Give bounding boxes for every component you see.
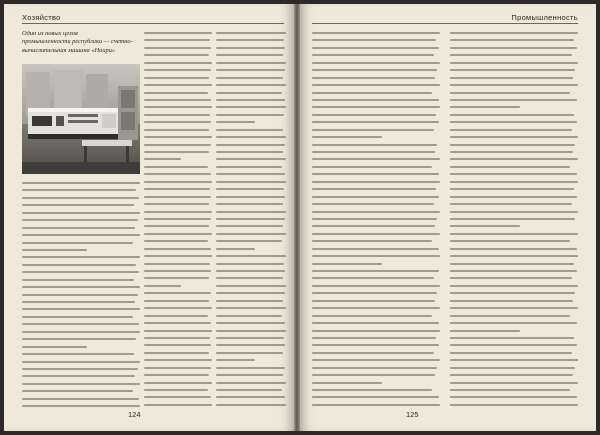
- text-line: [216, 270, 285, 272]
- caption-line-3: вычислительная машина «Наири»: [22, 46, 116, 54]
- text-line: [312, 173, 439, 175]
- text-line: [144, 92, 208, 94]
- text-line: [216, 240, 282, 242]
- text-line: [144, 307, 212, 309]
- left-header-rule: [22, 23, 284, 24]
- text-line: [216, 39, 284, 41]
- text-line: [216, 106, 286, 108]
- text-line: [216, 285, 286, 287]
- text-line: [312, 129, 434, 131]
- text-line: [450, 62, 578, 64]
- text-line: [216, 77, 283, 79]
- text-line: [22, 264, 136, 266]
- text-line: [450, 240, 570, 242]
- text-line: [22, 383, 140, 385]
- text-line: [216, 54, 283, 56]
- text-line: [216, 211, 286, 213]
- text-line: [312, 144, 437, 146]
- caption-line-1: Один из новых цехов: [22, 30, 78, 37]
- text-line: [22, 234, 140, 236]
- text-line: [216, 367, 285, 369]
- text-line: [22, 294, 138, 296]
- text-line: [450, 292, 575, 294]
- text-line: [144, 84, 212, 86]
- text-line: [450, 337, 574, 339]
- text-line: [216, 382, 286, 384]
- text-line: [312, 240, 432, 242]
- text-line: [216, 404, 286, 406]
- text-line: [312, 218, 437, 220]
- text-line: [144, 121, 211, 123]
- text-line: [144, 106, 212, 108]
- text-line: [22, 331, 140, 333]
- left-column-1-text: [144, 32, 212, 411]
- text-line: [450, 307, 578, 309]
- text-line: [144, 352, 209, 354]
- text-line: [450, 188, 574, 190]
- text-line: [216, 173, 285, 175]
- text-line: [312, 158, 440, 160]
- text-line: [144, 181, 212, 183]
- text-line: [144, 196, 211, 198]
- text-line: [22, 323, 139, 325]
- text-line: [22, 279, 134, 281]
- text-line: [450, 263, 574, 265]
- text-line: [144, 47, 211, 49]
- text-line: [312, 396, 439, 398]
- text-line: [312, 32, 440, 34]
- left-page: [4, 4, 294, 431]
- right-running-head: Промышленность: [511, 13, 578, 22]
- text-line: [312, 211, 440, 213]
- text-line: [22, 219, 138, 221]
- text-line: [144, 218, 211, 220]
- text-line: [312, 233, 440, 235]
- text-line: [216, 166, 282, 168]
- text-line: [312, 337, 436, 339]
- text-line: [216, 69, 285, 71]
- text-line: [312, 315, 432, 317]
- text-line: [144, 136, 212, 138]
- text-line: [450, 374, 573, 376]
- text-line: [450, 136, 578, 138]
- text-line: [312, 277, 434, 279]
- text-line: [450, 248, 577, 250]
- text-line: [312, 106, 440, 108]
- text-line: [312, 69, 437, 71]
- text-line: [144, 367, 211, 369]
- text-line: [144, 285, 181, 287]
- text-line: [22, 212, 140, 214]
- text-line: [450, 389, 570, 391]
- text-line: [22, 390, 133, 392]
- text-line: [216, 307, 286, 309]
- text-line: [216, 292, 285, 294]
- text-line: [144, 270, 211, 272]
- text-line: [22, 227, 135, 229]
- text-line: [450, 69, 575, 71]
- text-line: [22, 308, 140, 310]
- text-line: [450, 32, 578, 34]
- text-line: [144, 359, 212, 361]
- text-line: [216, 144, 285, 146]
- text-line: [216, 300, 283, 302]
- text-line: [216, 92, 282, 94]
- text-line: [312, 99, 439, 101]
- text-line: [450, 396, 577, 398]
- left-column-2-text: [216, 32, 286, 411]
- text-line: [22, 189, 136, 191]
- text-line: [450, 382, 578, 384]
- text-line: [450, 106, 520, 108]
- text-line: [450, 77, 573, 79]
- text-line: [450, 92, 570, 94]
- text-line: [216, 248, 255, 250]
- left-page-number: 124: [128, 410, 141, 419]
- text-line: [144, 404, 212, 406]
- text-line: [216, 330, 286, 332]
- left-column-1-lower-text: [22, 182, 140, 413]
- text-line: [144, 292, 211, 294]
- text-line: [216, 136, 286, 138]
- text-line: [312, 367, 437, 369]
- text-line: [22, 398, 139, 400]
- text-line: [144, 39, 210, 41]
- text-line: [450, 121, 577, 123]
- text-line: [312, 39, 436, 41]
- text-line: [216, 114, 284, 116]
- text-line: [312, 114, 436, 116]
- text-line: [450, 114, 574, 116]
- text-line: [312, 196, 439, 198]
- text-line: [144, 233, 212, 235]
- computer-photo: [22, 64, 140, 174]
- text-line: [312, 92, 432, 94]
- text-line: [312, 203, 434, 205]
- right-column-1-text: [312, 32, 440, 411]
- text-line: [312, 77, 435, 79]
- text-line: [450, 255, 578, 257]
- text-line: [312, 263, 382, 265]
- text-line: [312, 330, 440, 332]
- text-line: [450, 330, 520, 332]
- text-line: [216, 218, 285, 220]
- text-line: [312, 292, 437, 294]
- text-line: [450, 300, 573, 302]
- text-line: [450, 315, 570, 317]
- text-line: [312, 300, 435, 302]
- text-line: [216, 203, 283, 205]
- text-line: [450, 404, 578, 406]
- text-line: [450, 196, 577, 198]
- text-line: [144, 166, 208, 168]
- text-line: [216, 322, 285, 324]
- text-line: [144, 396, 211, 398]
- text-line: [216, 84, 286, 86]
- text-line: [312, 181, 440, 183]
- text-line: [216, 196, 285, 198]
- text-line: [312, 136, 382, 138]
- text-line: [450, 233, 578, 235]
- text-line: [144, 129, 209, 131]
- text-line: [450, 84, 578, 86]
- text-line: [450, 352, 572, 354]
- text-line: [312, 285, 440, 287]
- text-line: [144, 330, 212, 332]
- text-line: [312, 47, 439, 49]
- text-line: [312, 352, 434, 354]
- text-line: [312, 307, 440, 309]
- text-line: [144, 277, 209, 279]
- text-line: [312, 322, 439, 324]
- text-line: [216, 181, 286, 183]
- text-line: [312, 62, 440, 64]
- text-line: [144, 173, 211, 175]
- text-line: [144, 337, 210, 339]
- photo-caption: [22, 30, 140, 55]
- text-line: [216, 151, 283, 153]
- text-line: [312, 248, 439, 250]
- text-line: [22, 368, 138, 370]
- text-line: [144, 322, 211, 324]
- left-running-head: Хозяйство: [22, 13, 61, 22]
- text-line: [144, 151, 209, 153]
- text-line: [450, 54, 572, 56]
- text-line: [144, 374, 209, 376]
- text-line: [144, 263, 210, 265]
- text-line: [216, 99, 285, 101]
- text-line: [144, 158, 181, 160]
- text-line: [450, 99, 577, 101]
- text-line: [144, 300, 209, 302]
- text-line: [216, 337, 284, 339]
- text-line: [450, 181, 578, 183]
- text-line: [450, 203, 572, 205]
- text-line: [144, 315, 208, 317]
- text-line: [144, 99, 211, 101]
- text-line: [22, 204, 134, 206]
- text-line: [450, 158, 578, 160]
- text-line: [216, 389, 282, 391]
- text-line: [312, 121, 439, 123]
- text-line: [144, 382, 212, 384]
- right-header-rule: [312, 23, 578, 24]
- text-line: [312, 54, 434, 56]
- text-line: [216, 158, 286, 160]
- text-line: [216, 225, 283, 227]
- text-line: [312, 255, 440, 257]
- text-line: [22, 242, 133, 244]
- text-line: [216, 32, 286, 34]
- text-line: [22, 271, 139, 273]
- text-line: [216, 396, 285, 398]
- text-line: [450, 225, 520, 227]
- text-line: [450, 173, 577, 175]
- text-line: [312, 151, 435, 153]
- text-line: [22, 182, 140, 184]
- text-line: [22, 249, 87, 251]
- text-line: [216, 121, 255, 123]
- text-line: [22, 256, 140, 258]
- text-line: [144, 54, 209, 56]
- text-line: [216, 344, 285, 346]
- text-line: [312, 270, 439, 272]
- text-line: [450, 367, 575, 369]
- text-line: [312, 84, 440, 86]
- text-line: [144, 344, 211, 346]
- text-line: [312, 188, 436, 190]
- text-line: [144, 69, 211, 71]
- right-page: [300, 4, 596, 431]
- text-line: [22, 361, 140, 363]
- text-line: [216, 359, 255, 361]
- text-line: [450, 39, 574, 41]
- computer-photo-image: [22, 64, 140, 174]
- text-line: [144, 77, 209, 79]
- text-line: [450, 166, 570, 168]
- text-line: [312, 382, 382, 384]
- text-line: [22, 346, 87, 348]
- text-line: [450, 144, 575, 146]
- text-line: [144, 62, 212, 64]
- text-line: [216, 374, 283, 376]
- text-line: [312, 374, 435, 376]
- text-line: [144, 255, 212, 257]
- text-line: [22, 405, 140, 407]
- text-line: [216, 315, 282, 317]
- text-line: [216, 233, 286, 235]
- text-line: [144, 188, 210, 190]
- text-line: [216, 352, 283, 354]
- text-line: [144, 32, 212, 34]
- text-line: [450, 211, 578, 213]
- text-line: [312, 344, 439, 346]
- text-line: [450, 322, 577, 324]
- text-line: [216, 277, 283, 279]
- text-line: [22, 375, 135, 377]
- text-line: [216, 255, 286, 257]
- text-line: [22, 301, 135, 303]
- text-line: [216, 62, 286, 64]
- text-line: [450, 47, 577, 49]
- text-line: [216, 263, 284, 265]
- text-line: [450, 359, 578, 361]
- text-line: [312, 359, 440, 361]
- text-line: [450, 277, 572, 279]
- text-line: [216, 188, 284, 190]
- text-line: [22, 316, 133, 318]
- text-line: [216, 129, 283, 131]
- text-line: [144, 211, 212, 213]
- text-line: [450, 270, 577, 272]
- text-line: [144, 144, 211, 146]
- text-line: [144, 225, 209, 227]
- right-page-number: 125: [406, 410, 419, 419]
- text-line: [22, 338, 136, 340]
- right-column-2-text: [450, 32, 578, 411]
- text-line: [450, 285, 578, 287]
- text-line: [144, 203, 209, 205]
- caption-line-2: промышленности республики — счетно-: [22, 38, 133, 46]
- text-line: [144, 114, 210, 116]
- text-line: [144, 248, 211, 250]
- text-line: [144, 240, 208, 242]
- text-line: [312, 389, 432, 391]
- text-line: [450, 129, 572, 131]
- text-line: [22, 197, 139, 199]
- text-line: [22, 353, 134, 355]
- text-line: [312, 225, 435, 227]
- text-line: [312, 404, 440, 406]
- text-line: [144, 389, 208, 391]
- text-line: [450, 218, 575, 220]
- text-line: [450, 151, 573, 153]
- text-line: [312, 166, 432, 168]
- text-line: [216, 47, 285, 49]
- text-line: [22, 286, 140, 288]
- text-line: [450, 344, 577, 346]
